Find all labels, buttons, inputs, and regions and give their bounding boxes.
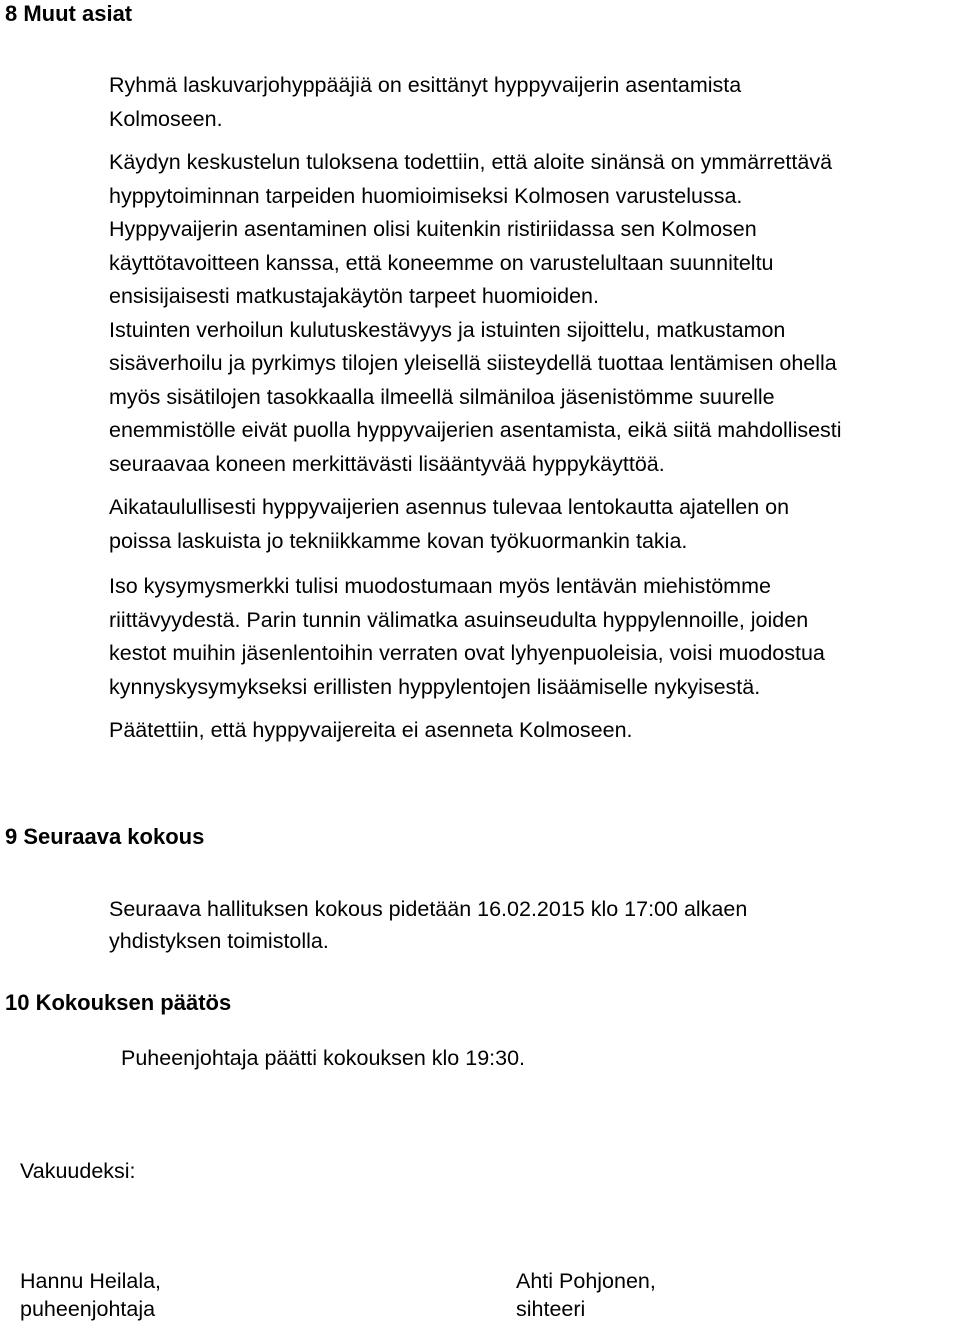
- paragraph-crew: [109, 570, 959, 704]
- paragraph-schedule: [109, 491, 959, 558]
- section-heading-seuraava-kokous: 9 Seuraava kokous: [5, 824, 205, 849]
- text-line: seuraavaa koneen merkittävästi lisääntyvää hyppykäyttöä.: [109, 451, 665, 476]
- text-line: Käydyn keskustelun tuloksena todettiin, että aloite sinänsä on ymmärrettävä: [109, 150, 833, 174]
- section-heading-muut-asiat: 8 Muut asiat: [5, 1, 133, 26]
- text-line: Aikataulullisesti hyppyvaijerien asennus tulevaa lentokautta ajatellen on: [109, 495, 790, 519]
- text-line: Päätettiin, että hyppyvaijereita ei asenneta Kolmoseen.: [109, 718, 633, 742]
- section-heading-kokouksen-paatos: 10 Kokouksen päätös: [5, 990, 232, 1015]
- text-line: Puheenjohtaja päätti kokouksen klo 19:30.: [121, 1046, 526, 1070]
- signatory-role: sihteeri: [516, 1297, 586, 1321]
- text-line: poissa laskuista jo tekniikkamme kovan työkuormankin takia.: [109, 528, 688, 553]
- text-line: kestot muihin jäsenlentoihin verraten ovat lyhyenpuoleisia, voisi muodostua: [109, 641, 825, 665]
- text-line: Seuraava hallituksen kokous pidetään 16.02.2015 klo 17:00 alkaen: [109, 897, 748, 921]
- text-line: enemmistölle eivät puolla hyppyvaijerien asentamista, eikä siitä mahdollisesti: [109, 418, 842, 442]
- paragraph-next-meeting: [109, 893, 959, 957]
- text-line: Istuinten verhoilun kulutuskestävyys ja istuinten sijoittelu, matkustamon: [109, 317, 786, 342]
- text-line: riittävyydestä. Parin tunnin välimatka asuinseudulta hyppylennoille, joiden: [109, 607, 809, 632]
- signature-chairperson: [20, 1267, 161, 1323]
- text-line: Iso kysymysmerkki tulisi muodostumaan myös lentävän miehistömme: [109, 574, 771, 598]
- signatory-role: puheenjohtaja: [20, 1297, 156, 1321]
- text-line: Kolmoseen.: [109, 106, 223, 131]
- signatory-name: Hannu Heilala,: [20, 1269, 162, 1293]
- paragraph-closing: [121, 1042, 960, 1076]
- text-line: Hyppyvaijerin asentaminen olisi kuitenkin ristiriidassa sen Kolmosen: [109, 217, 757, 241]
- text-line: hyppytoiminnan tarpeiden huomioimiseksi Kolmosen varustelussa.: [109, 183, 743, 208]
- text-line: yhdistyksen toimistolla.: [109, 929, 329, 953]
- signatory-name: Ahti Pohjonen,: [516, 1269, 656, 1293]
- paragraph-request: [109, 69, 959, 136]
- paragraph-discussion: [109, 146, 959, 481]
- attestation-label: Vakuudeksi:: [20, 1159, 136, 1183]
- text-line: kynnyskysymykseksi erillisten hyppylentojen lisäämiselle nykyisestä.: [109, 674, 761, 699]
- signature-secretary: [516, 1267, 656, 1323]
- text-line: käyttötavoitteen kanssa, että koneemme on varustelultaan suunniteltu: [109, 250, 774, 275]
- paragraph-decision: [109, 714, 959, 748]
- text-line: myös sisätilojen tasokkaalla ilmeellä silmäniloa jäsenistömme suurelle: [109, 384, 775, 409]
- text-line: sisäverhoilu ja pyrkimys tilojen yleisellä siisteydellä tuottaa lentämisen ohella: [109, 351, 837, 375]
- text-line: ensisijaisesti matkustajakäytön tarpeet huomioiden.: [109, 284, 599, 308]
- text-line: Ryhmä laskuvarjohyppääjiä on esittänyt hyppyvaijerin asentamista: [109, 73, 742, 97]
